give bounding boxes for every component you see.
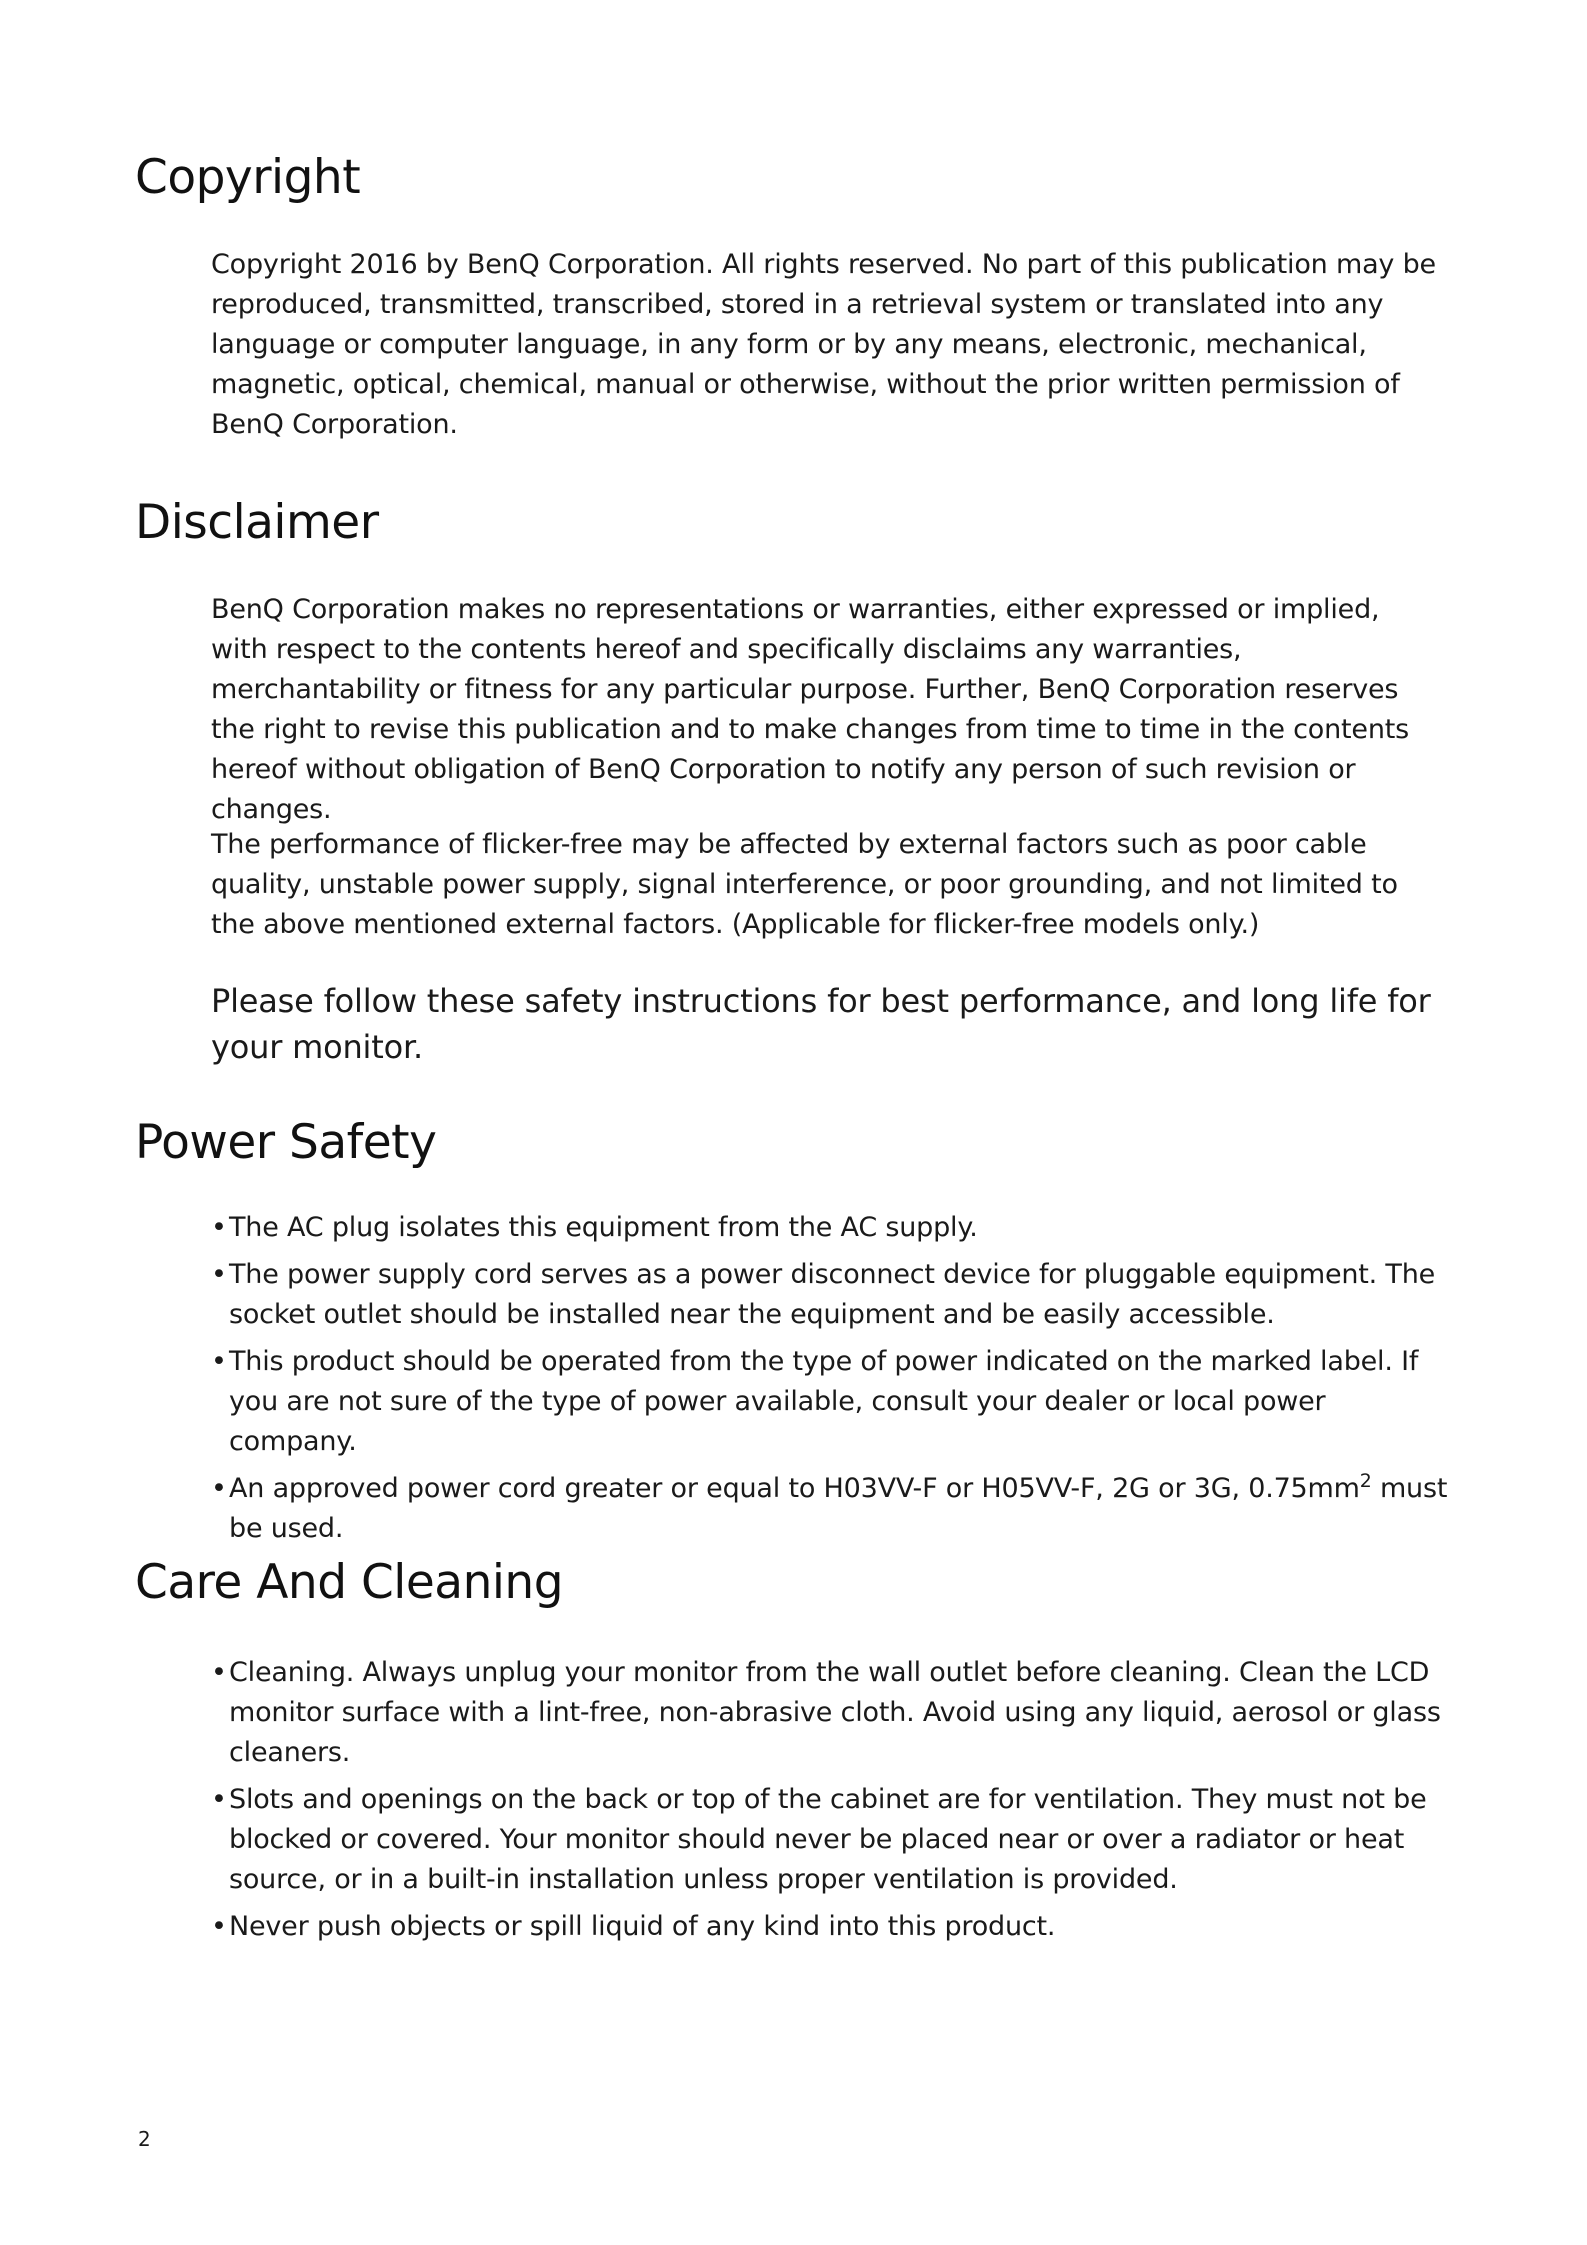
bullet-icon: • [211, 1657, 227, 1688]
list-item-text-start: An approved power cord greater or equal to H03VV-F or H05VV-F, 2G or 3G, 0.75mm [229, 1473, 1360, 1504]
power-safety-list [211, 1208, 1451, 1556]
list-item [211, 1208, 1451, 1248]
bullet-icon: • [211, 1473, 227, 1504]
list-item [211, 1469, 1451, 1549]
list-item-text: The power supply cord serves as a power disconnect device for pluggable equipment. The socket outlet should be installed near the equipment and be easily accessible. [229, 1259, 1436, 1330]
superscript: 2 [1359, 1470, 1372, 1492]
list-item-text: Cleaning. Always unplug your monitor from the wall outlet before cleaning. Clean the LCD monitor surface with a lint-free, non-abrasive cloth. Avoid using any liquid, aerosol or glass cleaners. [229, 1657, 1441, 1768]
disclaimer-heading: Disclaimer [135, 495, 379, 550]
disclaimer-paragraph: BenQ Corporation makes no representations or warranties, either expressed or implied, with respect to the contents hereof and specifically disclaims any warranties, merchantability or fitness for any particular purpose. Further, BenQ Corporation reserves the right to revise this publication and to make changes from time to time in the contents hereof without obligation of BenQ Corporation to notify any person of such revision or changes. [211, 594, 1409, 825]
list-item-text: This product should be operated from the type of power indicated on the marked label. If you are not sure of the type of power available, consult your dealer or local power company. [229, 1346, 1419, 1457]
list-item-text: Slots and openings on the back or top of the cabinet are for ventilation. They must not be blocked or covered. Your monitor should never be placed near or over a radiator or heat source, or in a built-in installation unless proper ventilation is provided. [229, 1784, 1427, 1895]
care-cleaning-list [211, 1653, 1451, 1954]
bullet-icon: • [211, 1259, 227, 1290]
list-item [211, 1255, 1451, 1335]
bullet-icon: • [211, 1784, 227, 1815]
list-item-text: The AC plug isolates this equipment from the AC supply. [229, 1212, 978, 1243]
list-item [211, 1342, 1451, 1462]
list-item [211, 1907, 1451, 1947]
bullet-icon: • [211, 1212, 227, 1243]
bullet-icon: • [211, 1346, 227, 1377]
page-number: 2 [138, 2127, 151, 2151]
power-safety-heading: Power Safety [135, 1115, 437, 1170]
list-item [211, 1653, 1451, 1773]
list-item [211, 1780, 1451, 1900]
bullet-icon: • [211, 1911, 227, 1942]
copyright-heading: Copyright [135, 150, 361, 205]
flicker-free-paragraph: The performance of flicker-free may be affected by external factors such as poor cable quality, unstable power supply, signal interference, or poor grounding, and not limited to the above mentioned external factors. (Applicable for flicker-free models only.) [211, 829, 1398, 940]
safety-notice: Please follow these safety instructions for best performance, and long life for your monitor. [211, 982, 1431, 1066]
list-item-text: Never push objects or spill liquid of any kind into this product. [229, 1911, 1056, 1942]
list-item-text-end: must be used. [229, 1473, 1448, 1544]
copyright-paragraph: Copyright 2016 by BenQ Corporation. All rights reserved. No part of this publication may be reproduced, transmitted, transcribed, stored in a retrieval system or translated into any language or computer language, in any form or by any means, electronic, mechanical, magnetic, optical, chemical, manual or otherwise, without the prior written permission of BenQ Corporation. [211, 249, 1436, 440]
care-cleaning-heading: Care And Cleaning [135, 1555, 564, 1610]
